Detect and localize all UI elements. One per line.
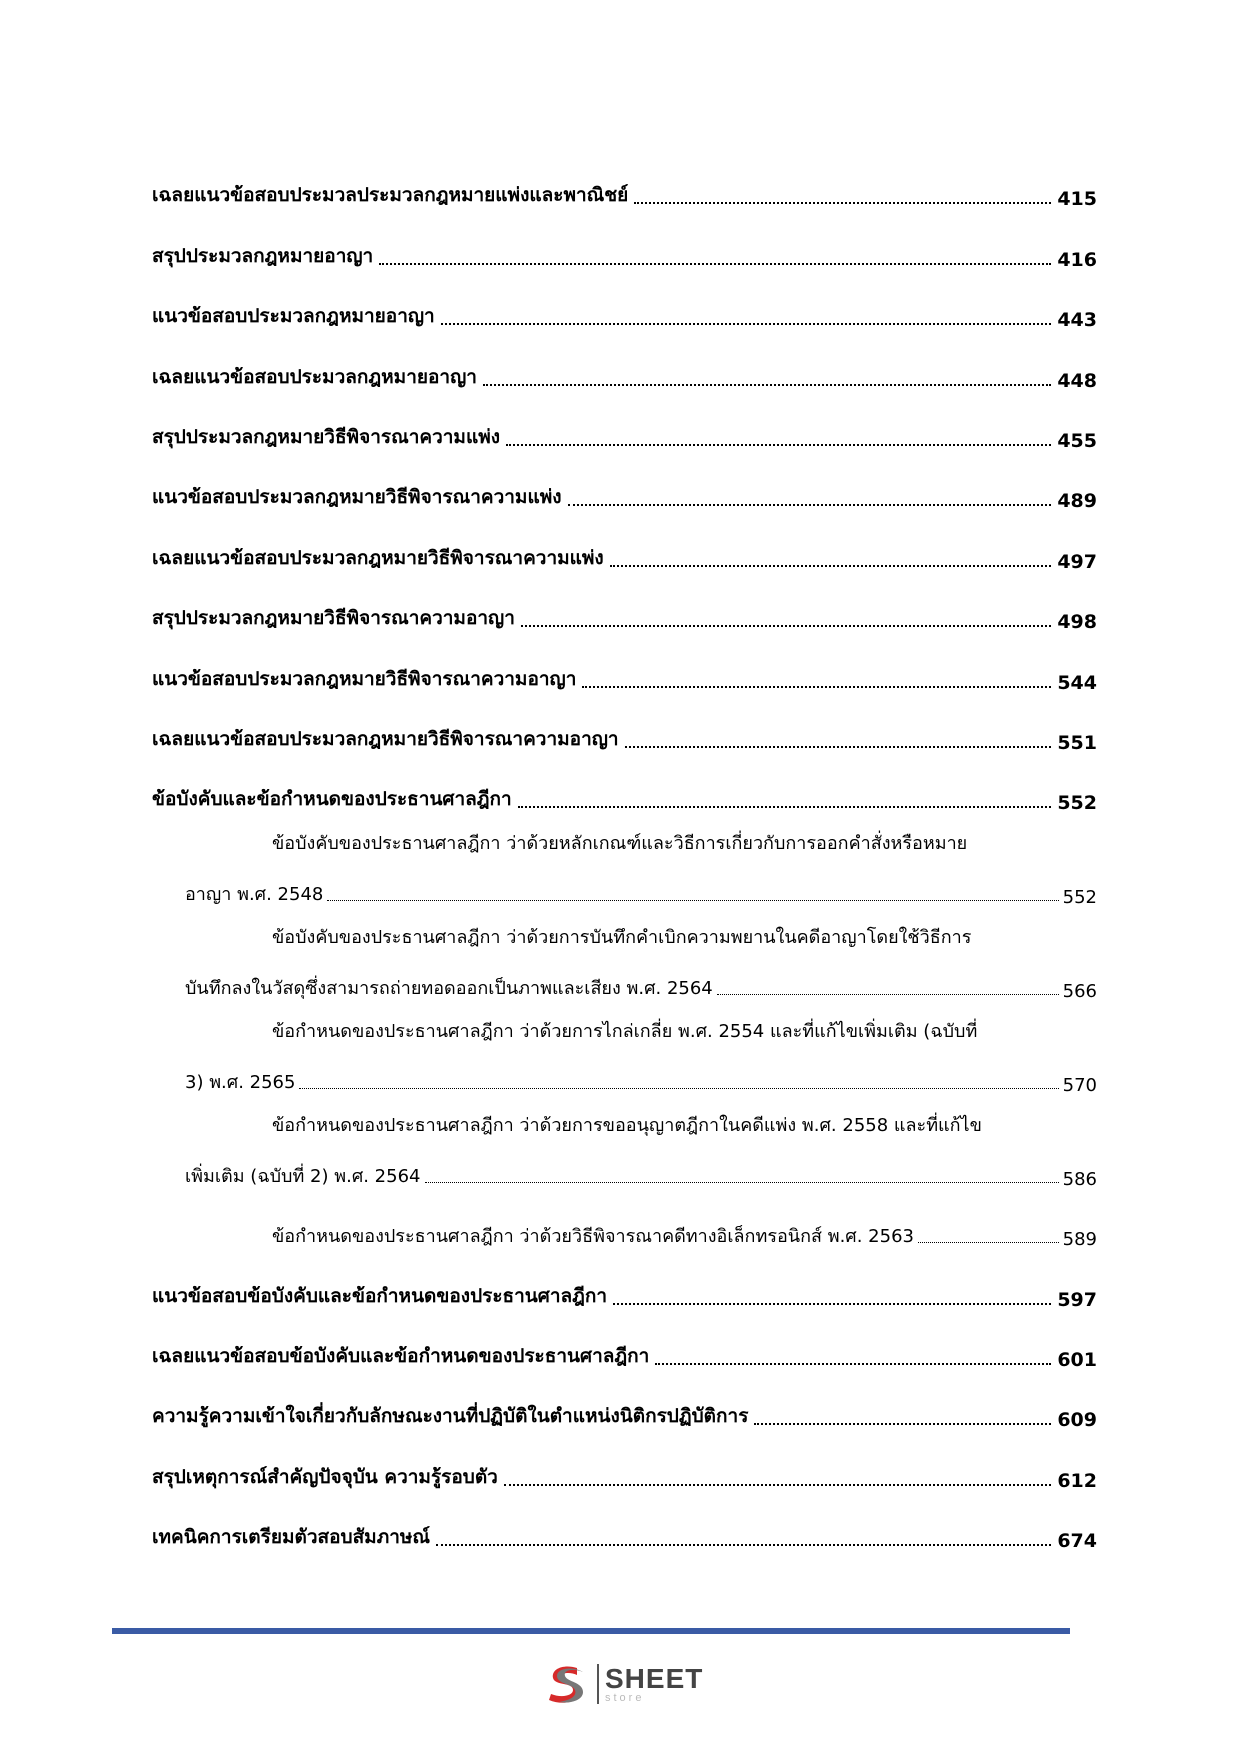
toc-entry[interactable] [152,210,1097,270]
toc-page: 601 [1057,1349,1097,1372]
leader-dots [299,1088,1058,1089]
toc-sub-entry[interactable] [152,824,1097,908]
toc-page: 497 [1057,550,1097,573]
toc-entry[interactable] [152,512,1097,572]
logo-wordmark [605,1662,704,1704]
toc-title: สรุปเหตุการณ์สำคัญปัจจุบัน ความรู้รอบตัว [152,1465,498,1488]
logo-name: SHEET [605,1662,704,1694]
leader-dots [504,1484,1051,1486]
leader-dots [436,1544,1051,1546]
toc-sub-title-line1: ข้อบังคับของประธานศาลฎีกา ว่าด้วยการบันทึกคำเบิกความพยานในคดีอาญาโดยใช้วิธีการ [272,927,972,949]
toc-sub-title-line2: เพิ่มเติม (ฉบับที่ 2) พ.ศ. 2564 [185,1166,421,1188]
toc-page: 416 [1057,248,1097,271]
toc-entry[interactable] [152,1250,1097,1310]
toc-entry[interactable] [152,633,1097,693]
leader-dots [625,746,1052,748]
toc-page: 589 [1062,1229,1097,1251]
toc-entry[interactable] [152,1492,1097,1552]
toc-entry[interactable] [152,1311,1097,1371]
toc-title: สรุปประมวลกฎหมายวิธีพิจารณาความอาญา [152,607,515,630]
toc-page: 674 [1057,1530,1097,1553]
toc-title: เทคนิคการเตรียมตัวสอบสัมภาษณ์ [152,1526,431,1549]
toc-title: เฉลยแนวข้อสอบข้อบังคับและข้อกำหนดของประธานศาลฎีกา [152,1345,650,1368]
toc-page: 443 [1057,309,1097,332]
toc-page: 544 [1057,671,1097,694]
toc-page: 609 [1057,1409,1097,1432]
toc-entry[interactable] [152,392,1097,452]
toc-page: 612 [1057,1469,1097,1492]
logo-subtext: store [605,1691,645,1704]
leader-dots [634,202,1051,204]
toc-sub-entry[interactable] [152,1198,1097,1250]
leader-dots [568,504,1052,506]
toc-entry[interactable] [152,1371,1097,1431]
toc-title: ความรู้ความเข้าใจเกี่ยวกับลักษณะงานที่ปฏิบัติในตำแหน่งนิติกรปฏิบัติการ [152,1405,749,1428]
toc-page: 566 [1062,981,1097,1003]
leader-dots [521,625,1051,627]
footer-rule [112,1628,1070,1634]
toc-entry[interactable] [152,271,1097,331]
toc-sub-title-line2: อาญา พ.ศ. 2548 [185,884,324,906]
toc-page: 448 [1057,369,1097,392]
footer-logo [543,1662,703,1706]
toc-page: 498 [1057,611,1097,634]
toc-entry[interactable] [152,573,1097,633]
toc-title: เฉลยแนวข้อสอบประมวลประมวลกฎหมายแพ่งและพาณิชย์ [152,184,629,207]
toc-title: สรุปประมวลกฎหมายวิธีพิจารณาความแพ่ง [152,425,500,448]
toc-page: 552 [1057,792,1097,815]
leader-dots [610,565,1052,567]
toc-title: ข้อบังคับและข้อกำหนดของประธานศาลฎีกา [152,788,512,811]
toc-title: สรุปประมวลกฎหมายอาญา [152,244,374,267]
leader-dots [717,994,1059,995]
toc-sub-entry[interactable] [152,1012,1097,1096]
leader-dots [918,1242,1059,1243]
leader-dots [483,384,1051,386]
leader-dots [327,900,1058,901]
toc-page: 489 [1057,490,1097,513]
leader-dots [754,1423,1051,1425]
logo-divider [597,1664,599,1704]
leader-dots [613,1303,1051,1305]
toc-page: 552 [1062,887,1097,909]
toc-entry[interactable] [152,150,1097,210]
sheetstore-s-icon [543,1662,591,1706]
toc-page: 455 [1057,429,1097,452]
toc-entry[interactable] [152,694,1097,754]
toc-title: แนวข้อสอบประมวลกฎหมายวิธีพิจารณาความแพ่ง [152,486,562,509]
toc-entry[interactable] [152,331,1097,391]
table-of-contents [152,150,1097,1552]
toc-sub-entry[interactable] [152,1106,1097,1190]
leader-dots [379,263,1051,265]
toc-sub-title-line1: ข้อกำหนดของประธานศาลฎีกา ว่าด้วยการขออนุญาตฎีกาในคดีแพ่ง พ.ศ. 2558 และที่แก้ไข [272,1115,982,1137]
leader-dots [518,806,1052,808]
leader-dots [582,686,1051,688]
toc-sub-title-line1: ข้อกำหนดของประธานศาลฎีกา ว่าด้วยการไกล่เกลี่ย พ.ศ. 2554 และที่แก้ไขเพิ่มเติม (ฉบับที่ [272,1021,978,1043]
toc-title: เฉลยแนวข้อสอบประมวลกฎหมายวิธีพิจารณาความอาญา [152,727,619,750]
toc-sub-title-line2: 3) พ.ศ. 2565 [185,1072,296,1094]
leader-dots [655,1363,1051,1365]
toc-page: 586 [1062,1169,1097,1191]
toc-entry[interactable] [152,1431,1097,1491]
toc-title: แนวข้อสอบประมวลกฎหมายวิธีพิจารณาความอาญา [152,667,577,690]
toc-title: เฉลยแนวข้อสอบประมวลกฎหมายอาญา [152,365,477,388]
toc-page: 415 [1057,188,1097,211]
toc-page: 570 [1062,1075,1097,1097]
toc-page: 597 [1057,1288,1097,1311]
toc-entry[interactable] [152,452,1097,512]
toc-title: แนวข้อสอบข้อบังคับและข้อกำหนดของประธานศาลฎีกา [152,1284,608,1307]
toc-entry[interactable] [152,754,1097,814]
toc-sub-title-line2: บันทึกลงในวัสดุซึ่งสามารถถ่ายทอดออกเป็นภาพและเสียง พ.ศ. 2564 [185,978,713,1000]
leader-dots [425,1182,1059,1183]
toc-page: 551 [1057,731,1097,754]
leader-dots [506,444,1051,446]
toc-sub-entry[interactable] [152,918,1097,1002]
toc-title: แนวข้อสอบประมวลกฎหมายอาญา [152,305,435,328]
leader-dots [441,323,1052,325]
toc-title: เฉลยแนวข้อสอบประมวลกฎหมายวิธีพิจารณาความแพ่ง [152,546,604,569]
toc-sub-title-line1: ข้อบังคับของประธานศาลฎีกา ว่าด้วยหลักเกณฑ์และวิธีการเกี่ยวกับการออกคำสั่งหรือหมาย [272,833,968,855]
toc-sub-title: ข้อกำหนดของประธานศาลฎีกา ว่าด้วยวิธีพิจารณาคดีทางอิเล็กทรอนิกส์ พ.ศ. 2563 [272,1226,914,1248]
